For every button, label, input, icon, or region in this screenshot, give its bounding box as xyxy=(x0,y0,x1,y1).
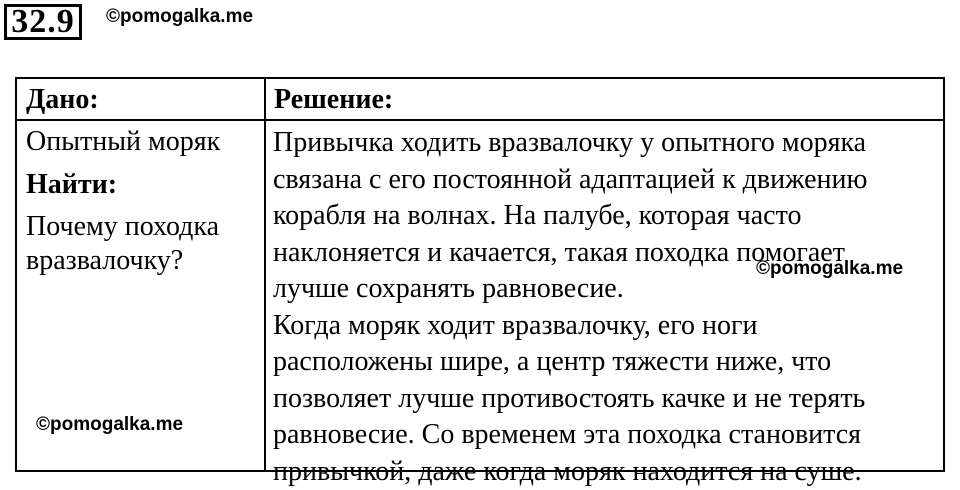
question-text xyxy=(26,210,219,278)
solution-line: корабля на волнах. На палубе, которая часто xyxy=(273,198,867,235)
question-line: вразвалочку? xyxy=(26,244,219,278)
solution-heading: Решение: xyxy=(274,83,393,117)
solution-line: привычкой, даже когда моряк находится на суше. xyxy=(273,454,867,490)
header-row-divider xyxy=(17,119,943,121)
watermark-top: ©pomogalka.me xyxy=(106,6,253,28)
solution-line: связана с его постоянной адаптацией к движению xyxy=(273,162,867,199)
given-value: Опытный моряк xyxy=(26,125,220,159)
solution-line: Привычка ходить вразвалочку у опытного моряка xyxy=(273,125,867,162)
find-heading: Найти: xyxy=(26,168,117,202)
solution-line: наклоняется и качается, такая походка помогает xyxy=(273,235,867,272)
solution-line: позволяет лучше противостоять качке и не терять xyxy=(273,381,867,418)
solution-line: расположены шире, а центр тяжести ниже, что xyxy=(273,344,867,381)
solution-line: лучше сохранять равновесие. xyxy=(273,271,867,308)
solution-line: равновесие. Со временем эта походка становится xyxy=(273,417,867,454)
given-heading: Дано: xyxy=(26,83,99,117)
watermark-middle: ©pomogalka.me xyxy=(756,258,903,280)
column-divider xyxy=(264,79,266,470)
solution-text xyxy=(273,125,867,490)
question-line: Почему походка xyxy=(26,210,219,244)
problem-number: 32.9 xyxy=(4,4,82,40)
watermark-bottom: ©pomogalka.me xyxy=(36,414,183,436)
solution-line: Когда моряк ходит вразвалочку, его ноги xyxy=(273,308,867,345)
